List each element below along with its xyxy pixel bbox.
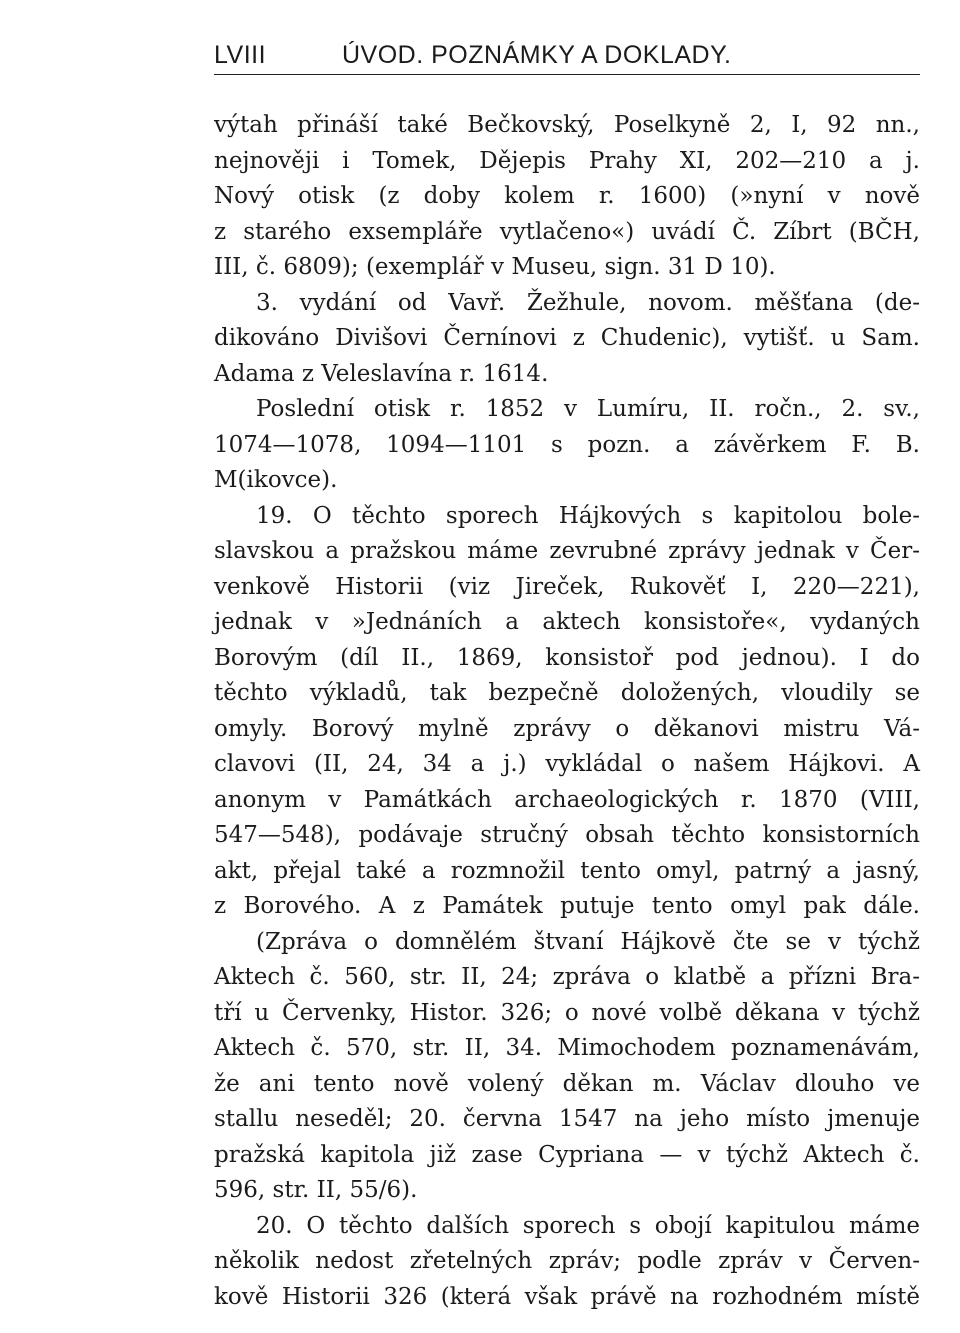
text-line: 547—548), podávaje stručný obsah těchto konsistorních	[214, 822, 920, 848]
text-line: 3. vydání od Vavř. Žežhule, novom. měšťana (de-	[256, 289, 920, 316]
text-line: M(ikovce).	[214, 467, 338, 493]
text-line: několik nedost zřetelných zpráv; podle zpráv v Červen-	[214, 1248, 920, 1274]
text-line: že ani tento nově volený děkan m. Václav dlouho ve	[214, 1070, 920, 1097]
text-line: Poslední otisk r. 1852 v Lumíru, II. ročn., 2. sv.,	[256, 396, 920, 422]
text-line: 1074—1078, 1094—1101 s pozn. a závěrkem F. B.	[214, 431, 920, 458]
text-line: nejnověji i Tomek, Dějepis Prahy XI, 202—210 a j.	[214, 147, 920, 174]
text-line: omyly. Borový mylně zprávy o děkanovi mistru Vá-	[214, 715, 920, 742]
text-line: těchto výkladů, tak bezpečně doložených, vloudily se	[214, 680, 920, 706]
text-line: Aktech č. 570, str. II, 34. Mimochodem poznamenávám,	[214, 1035, 920, 1061]
text-line: 20. O těchto dalších sporech s obojí kapitulou máme	[256, 1212, 920, 1239]
running-title: ÚVOD. POZNÁMKY A DOKLADY.	[342, 41, 732, 69]
text-line: výtah přináší také Bečkovský, Poselkyně 2, I, 92 nn.,	[214, 112, 920, 138]
text-line: z starého exsempláře vytlačeno«) uvádí Č. Zíbrt (BČH,	[214, 218, 920, 245]
running-header	[214, 40, 920, 75]
text-line: (Zpráva o domnělém štvaní Hájkově čte se v týchž	[256, 928, 920, 955]
text-line: Aktech č. 560, str. II, 24; zpráva o klatbě a přízni Bra-	[214, 964, 920, 990]
text-line: tří u Červenky, Histor. 326; o nové volbě děkana v týchž	[214, 999, 920, 1026]
page-number: LVIII	[214, 41, 267, 69]
text-line: 596, str. II, 55/6).	[214, 1177, 418, 1203]
text-line: jednak v »Jednáních a aktech konsistoře«, vydaných	[214, 609, 920, 635]
text-line: III, č. 6809); (exemplář v Museu, sign. 31 D 10).	[214, 254, 776, 280]
text-line: clavovi (II, 24, 34 a j.) vykládal o našem Hájkovi. A	[214, 751, 920, 777]
text-line: pražská kapitola již zase Cypriana — v týchž Aktech č.	[214, 1141, 920, 1168]
text-line: dikováno Divišovi Černínovi z Chudenic), vytišť. u Sam.	[214, 325, 920, 351]
text-line: Borovým (díl II., 1869, konsistoř pod jednou). I do	[214, 644, 920, 671]
text-line: slavskou a pražskou máme zevrubné zprávy jednak v Čer-	[214, 538, 920, 564]
body-text	[214, 108, 920, 1315]
text-line: Adama z Veleslavína r. 1614.	[214, 360, 549, 387]
text-line: z Borového. A z Památek putuje tento omyl pak dále.	[214, 893, 920, 919]
text-line: venkově Historii (viz Jireček, Rukověť I, 220—221),	[214, 573, 920, 600]
text-line: kově Historii 326 (která však právě na rozhodném místě	[214, 1283, 920, 1310]
text-line: stallu neseděl; 20. června 1547 na jeho místo jmenuje	[214, 1106, 920, 1132]
text-line: anonym v Památkách archaeologických r. 1870 (VIII,	[214, 786, 920, 813]
text-line: Nový otisk (z doby kolem r. 1600) (»nyní v nově	[214, 183, 920, 209]
text-line: 19. O těchto sporech Hájkových s kapitolou bole-	[256, 502, 920, 529]
text-line: akt, přejal také a rozmnožil tento omyl, patrný a jasný,	[214, 857, 920, 884]
